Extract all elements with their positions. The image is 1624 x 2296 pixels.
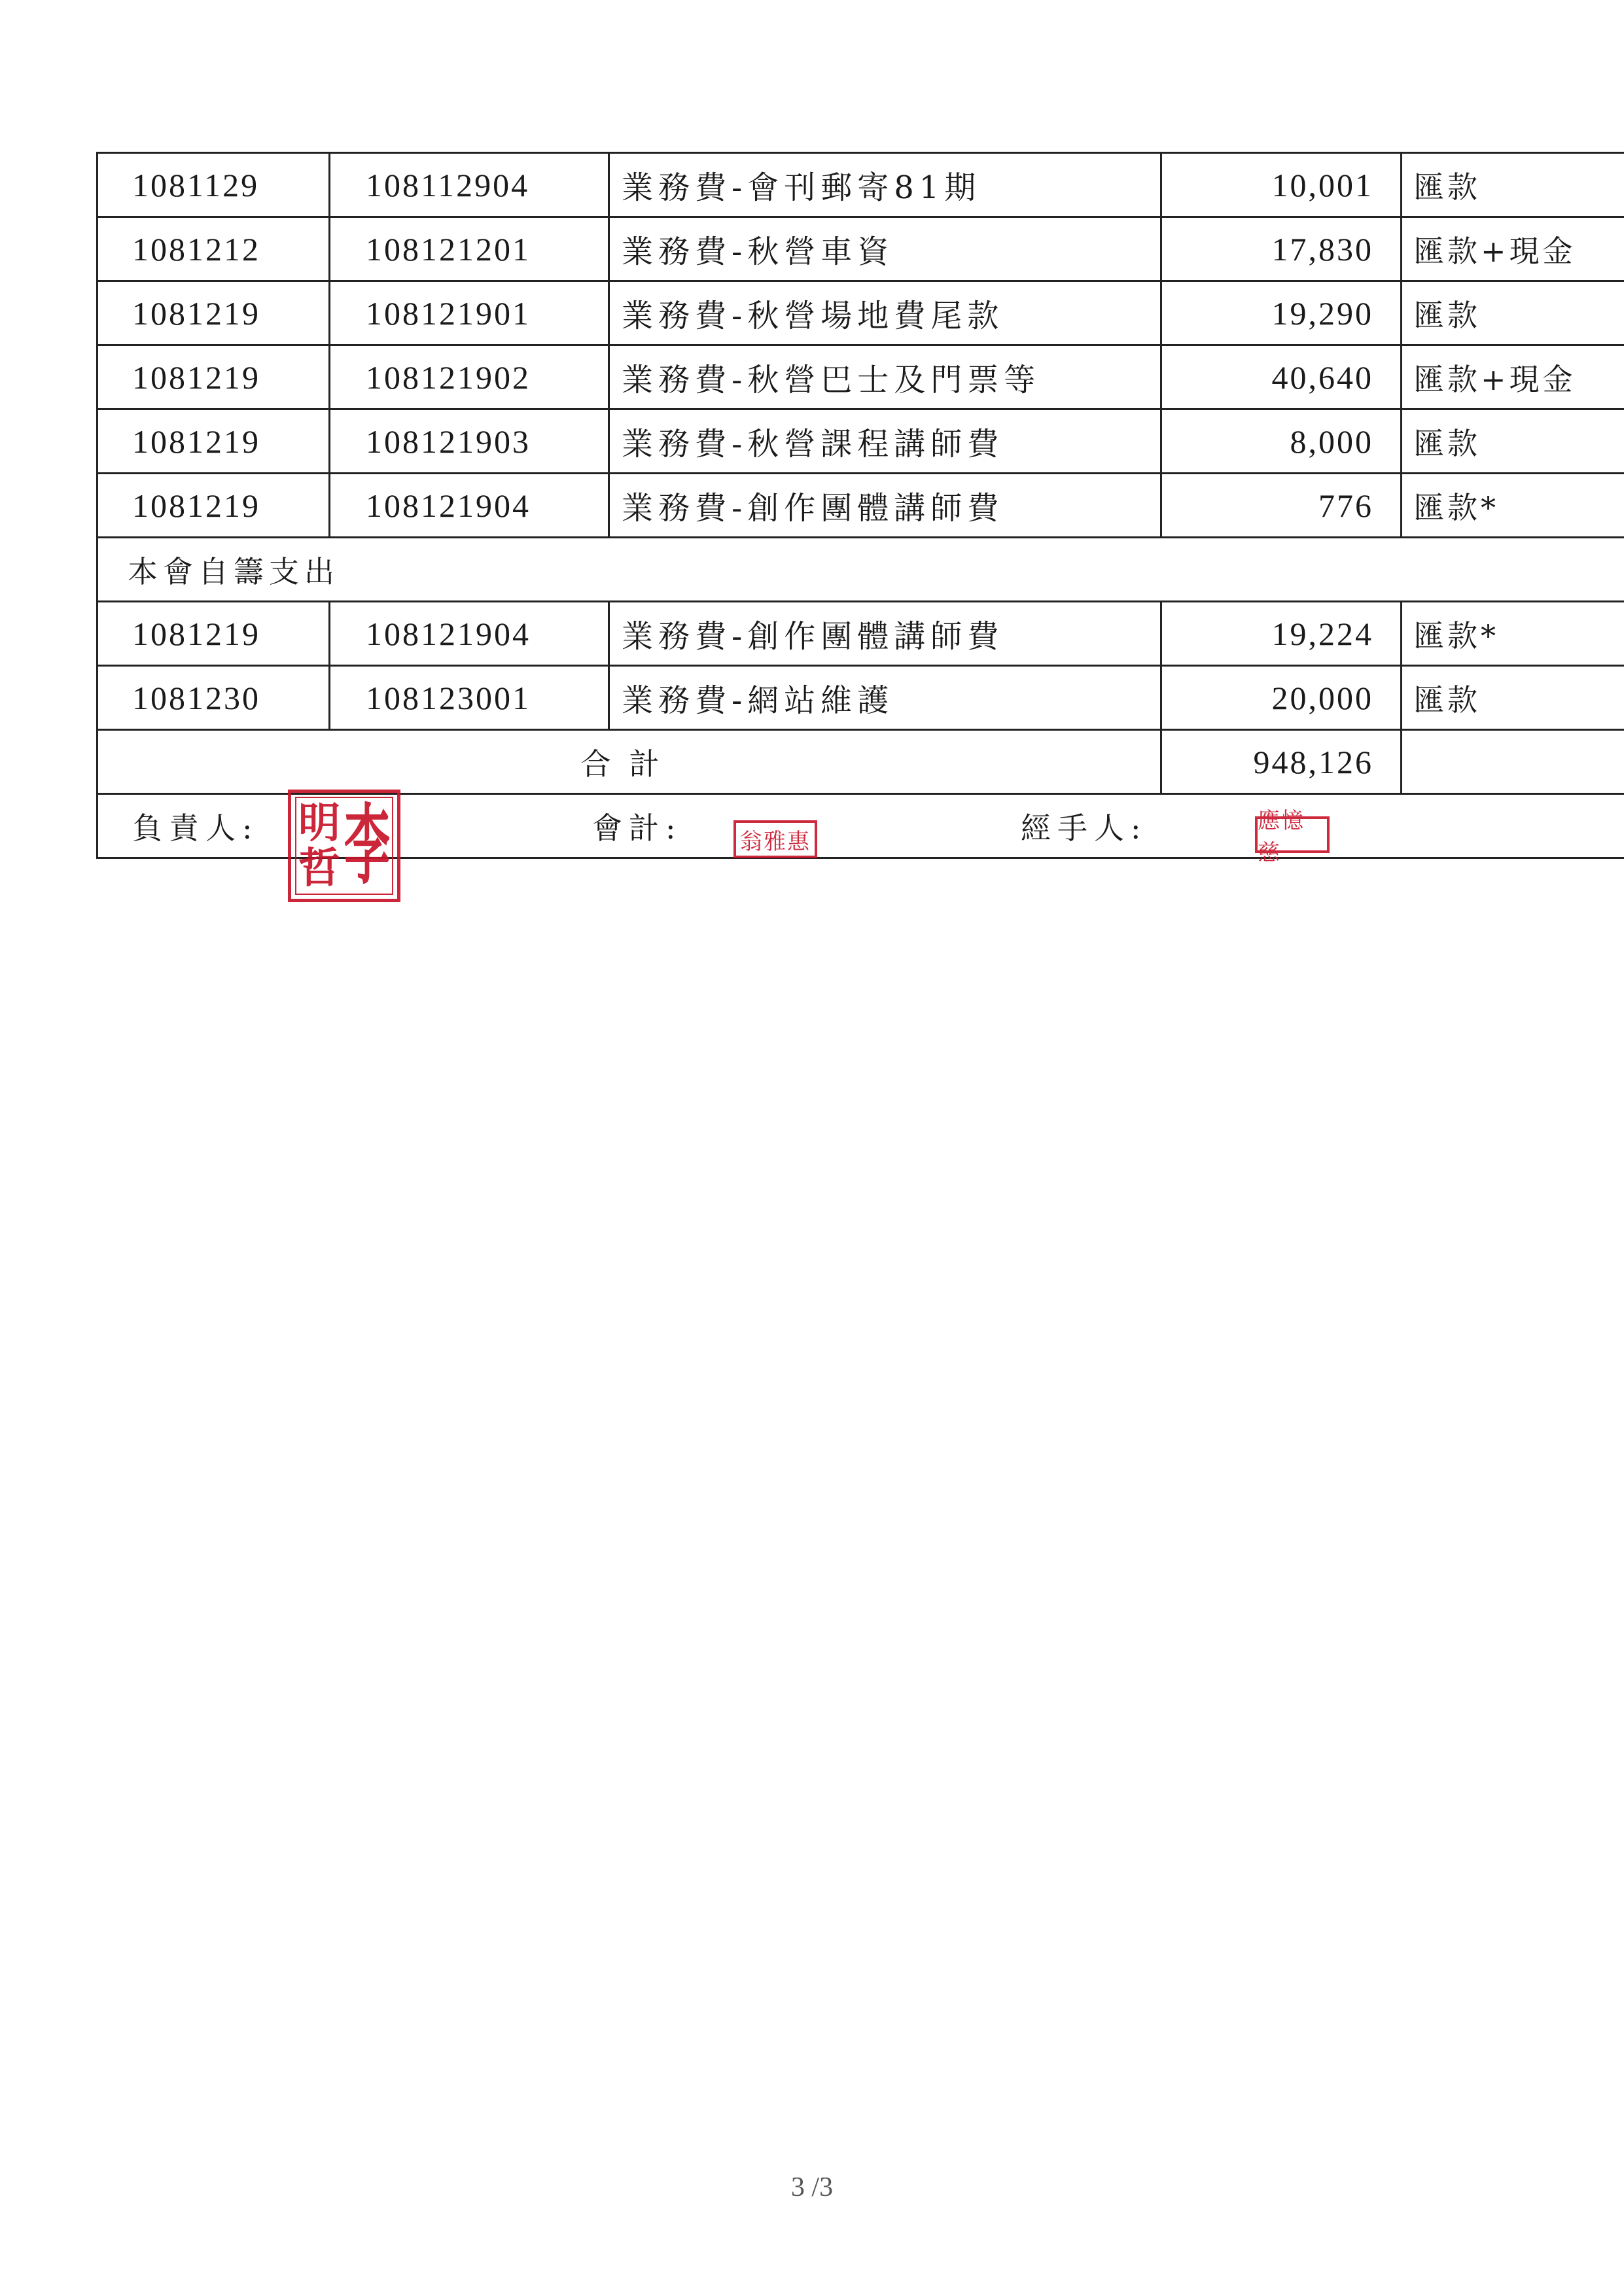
item-cell: 業務費-秋營場地費尾款 [609, 281, 1161, 345]
method-cell: 匯款 [1402, 409, 1624, 474]
date-cell: 1081129 [97, 153, 330, 217]
voucher-cell: 108121903 [330, 409, 609, 474]
amount-cell: 19,290 [1161, 281, 1402, 345]
item-cell: 業務費-創作團體講師費 [609, 602, 1161, 666]
item-cell: 業務費-秋營巴士及門票等 [609, 345, 1161, 409]
item-cell: 業務費-創作團體講師費 [609, 474, 1161, 538]
table-row [97, 345, 1624, 409]
method-cell: 匯款+現金 [1402, 217, 1624, 281]
method-cell: 匯款+現金 [1402, 345, 1624, 409]
item-cell: 業務費-秋營課程講師費 [609, 409, 1161, 474]
date-cell: 1081219 [97, 345, 330, 409]
table-row [97, 666, 1624, 730]
date-cell: 1081219 [97, 602, 330, 666]
expense-table [96, 152, 1624, 859]
amount-cell: 776 [1161, 474, 1402, 538]
amount-cell: 40,640 [1161, 345, 1402, 409]
voucher-cell: 108121904 [330, 474, 609, 538]
section-header-row [97, 538, 1624, 602]
table-row [97, 474, 1624, 538]
date-cell: 1081212 [97, 217, 330, 281]
handler-label: 經手人: [1021, 810, 1148, 846]
voucher-cell: 108112904 [330, 153, 609, 217]
seal-char: 李 [344, 793, 390, 897]
total-amount: 948,126 [1161, 730, 1402, 794]
seal-char: 哲 [298, 843, 340, 893]
amount-cell: 10,001 [1161, 153, 1402, 217]
seal-left-column [298, 798, 340, 893]
table-row [97, 409, 1624, 474]
voucher-cell: 108121901 [330, 281, 609, 345]
method-cell: 匯款 [1402, 153, 1624, 217]
voucher-cell: 108121902 [330, 345, 609, 409]
responsible-label: 負責人: [132, 810, 259, 846]
item-cell: 業務費-網站維護 [609, 666, 1161, 730]
total-label: 合計 [97, 730, 1161, 794]
section-label: 本會自籌支出 [97, 538, 1624, 602]
date-cell: 1081230 [97, 666, 330, 730]
item-cell: 業務費-秋營車資 [609, 217, 1161, 281]
method-cell: 匯款* [1402, 602, 1624, 666]
total-empty-cell [1402, 730, 1624, 794]
voucher-cell: 108121201 [330, 217, 609, 281]
responsible-seal [288, 790, 400, 902]
date-cell: 1081219 [97, 281, 330, 345]
item-cell: 業務費-會刊郵寄81期 [609, 153, 1161, 217]
table-row [97, 217, 1624, 281]
amount-cell: 19,224 [1161, 602, 1402, 666]
method-cell: 匯款 [1402, 666, 1624, 730]
amount-cell: 20,000 [1161, 666, 1402, 730]
total-row [97, 730, 1624, 794]
amount-cell: 17,830 [1161, 217, 1402, 281]
date-cell: 1081219 [97, 474, 330, 538]
page-number: 3 /3 [790, 2172, 834, 2202]
accountant-seal: 翁雅惠 [733, 820, 817, 858]
amount-cell: 8,000 [1161, 409, 1402, 474]
table-row [97, 602, 1624, 666]
handler-seal: 應憶慈 [1255, 816, 1330, 853]
table-row [97, 281, 1624, 345]
method-cell: 匯款* [1402, 474, 1624, 538]
method-cell: 匯款 [1402, 281, 1624, 345]
seal-char: 明 [298, 798, 340, 848]
accountant-label: 會計: [592, 810, 682, 846]
voucher-cell: 108121904 [330, 602, 609, 666]
table-row [97, 153, 1624, 217]
date-cell: 1081219 [97, 409, 330, 474]
seal-right-column [344, 793, 390, 897]
voucher-cell: 108123001 [330, 666, 609, 730]
